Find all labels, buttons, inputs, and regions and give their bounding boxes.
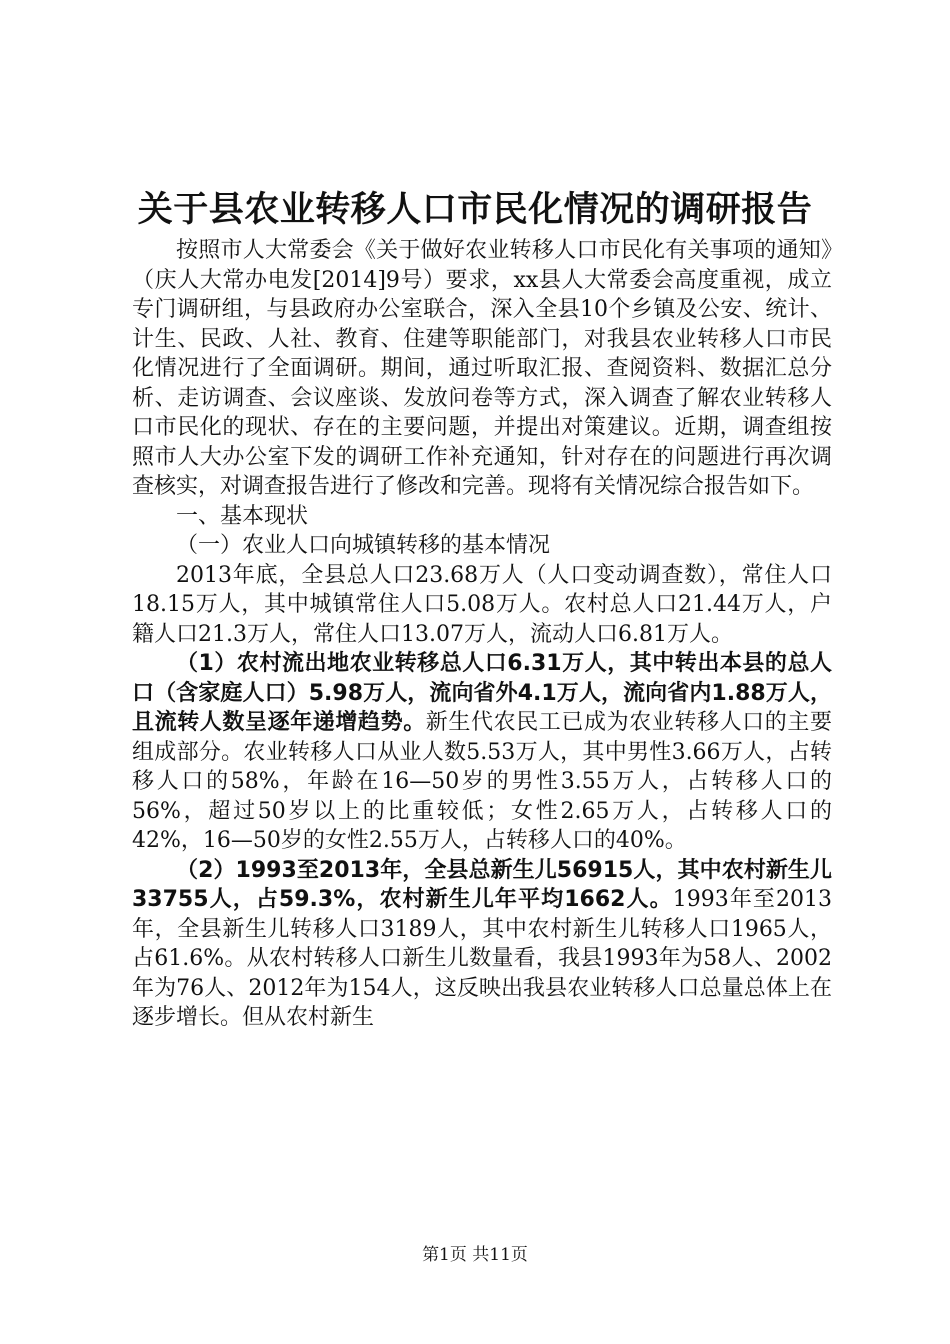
paragraph-item-1 bbox=[132, 649, 832, 856]
paragraph-item-2-text: 1993年至2013年，全县新生儿转移人口3189人，其中农村新生儿转移人口1965人，占61.6%。从农村转移人口新生儿数量看，我县1993年为58人、2002年为76人、2012年为154人，这反映出我县农业转移人口总量总体上在逐步增长。但从农村新生 bbox=[132, 887, 832, 1030]
section-heading-1: 一、基本现状 bbox=[176, 503, 309, 529]
paragraph-item-1-bold: （1）农村流出地农业转移总人口6.31万人，其中转出本县的总人口（含家庭人口）5.98万人，流向省外4.1万人，流向省内1.88万人，且流转人数呈逐年递增趋势。 bbox=[132, 651, 832, 735]
population-paragraph: 2013年底，全县总人口23.68万人（人口变动调查数），常住人口18.15万人，其中城镇常住人口5.08万人。农村总人口21.44万人，户籍人口21.3万人，常住人口13.07万人，流动人口6.81万人。 bbox=[132, 562, 832, 647]
document-body bbox=[132, 236, 832, 1033]
paragraph-item-2-bold: （2）1993至2013年，全县总新生儿56915人，其中农村新生儿33755人，占59.3%，农村新生儿年平均1662人。 bbox=[132, 857, 832, 912]
document-title: 关于县农业转移人口市民化情况的调研报告 bbox=[137, 189, 813, 230]
paragraph-item-2 bbox=[132, 856, 832, 1033]
paragraph-item-1-text: 新生代农民工已成为农业转移人口的主要组成部分。农业转移人口从业人数5.53万人，其中男性3.66万人，占转移人口的58%，年龄在16—50岁的男性3.55万人，占转移人口的56%，超过50岁以上的比重较低；女性2.65万人，占转移人口的42%，16—50岁的女性2.55万人，占转移人口的40%。 bbox=[132, 710, 832, 853]
intro-paragraph: 按照市人大常委会《关于做好农业转移人口市民化有关事项的通知》（庆人大常办电发[2014]9号）要求，xx县人大常委会高度重视，成立专门调研组，与县政府办公室联合，深入全县10个乡镇及公安、统计、计生、民政、人社、教育、住建等职能部门，对我县农业转移人口市民化情况进行了全面调研。期间，通过听取汇报、查阅资料、数据汇总分析、走访调查、会议座谈、发放问卷等方式，深入调查了解农业转移人口市民化的现状、存在的主要问题，并提出对策建议。近期，调查组按照市人大办公室下发的调研工作补充通知，针对存在的问题进行再次调查核实，对调查报告进行了修改和完善。现将有关情况综合报告如下。 bbox=[132, 238, 832, 499]
page-footer: 第1页 共11页 bbox=[422, 1245, 528, 1265]
subsection-heading-1: （一）农业人口向城镇转移的基本情况 bbox=[176, 533, 551, 558]
